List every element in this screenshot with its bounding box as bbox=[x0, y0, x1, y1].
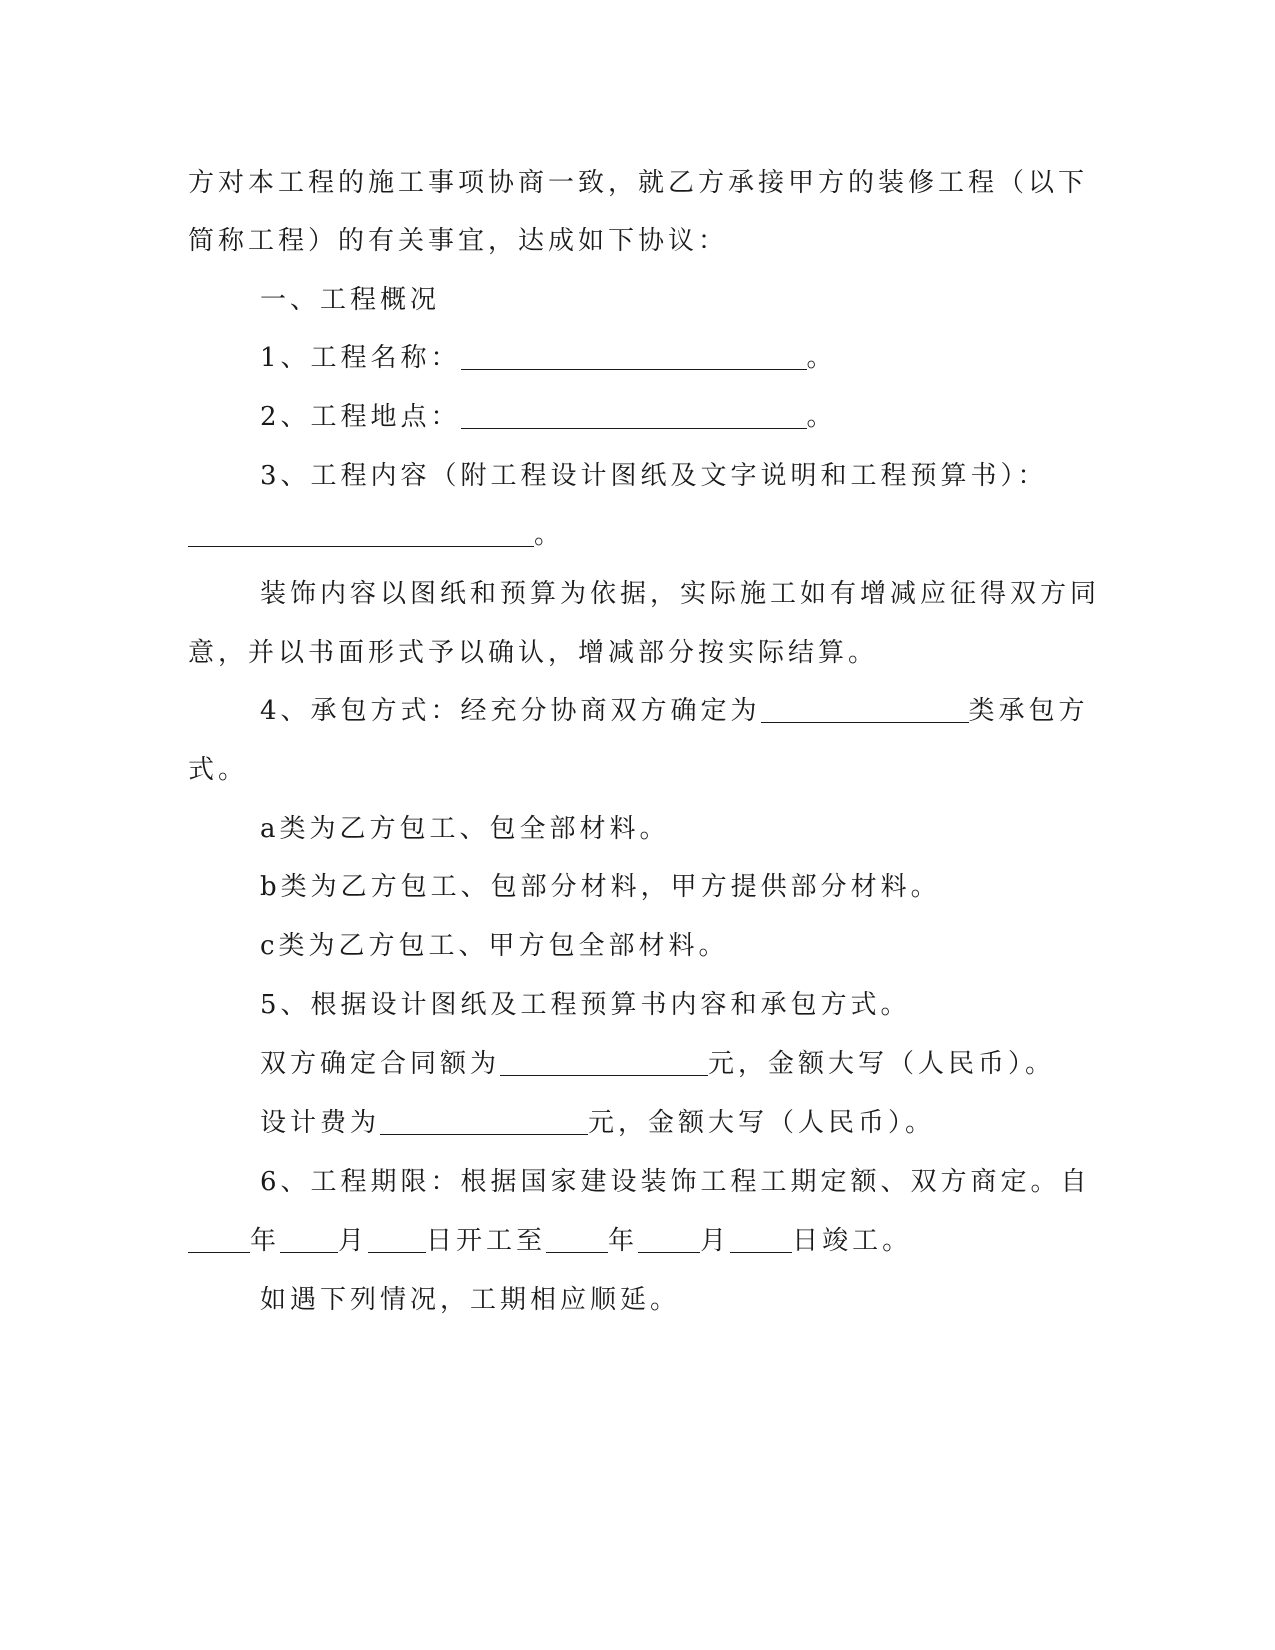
end-year-label: 年 bbox=[608, 1226, 639, 1256]
start-year-label: 年 bbox=[250, 1226, 281, 1256]
section-heading-overview: 一、工程概况 bbox=[260, 285, 441, 315]
field-project-content bbox=[188, 518, 564, 552]
field-design-fee-label: 设计费为 bbox=[260, 1108, 381, 1138]
design-fee-blank[interactable] bbox=[380, 1110, 588, 1135]
contract-amount-blank[interactable] bbox=[500, 1051, 708, 1076]
start-day-blank[interactable] bbox=[368, 1228, 426, 1253]
field-contract-method-label: 4、承包方式：经充分协商双方确定为 bbox=[260, 696, 761, 726]
field-contract-method-cont: 式。 bbox=[188, 755, 249, 785]
end-day-blank[interactable] bbox=[730, 1228, 792, 1253]
start-day-label: 日开工至 bbox=[426, 1226, 547, 1256]
start-month-label: 月 bbox=[338, 1226, 369, 1256]
end-month-blank[interactable] bbox=[638, 1228, 700, 1253]
paragraph-decoration-line-1: 装饰内容以图纸和预算为依据，实际施工如有增减应征得双方同 bbox=[260, 579, 1101, 609]
paragraph-decoration-line-2: 意，并以书面形式予以确认，增减部分按实际结算。 bbox=[188, 638, 879, 668]
start-month-blank[interactable] bbox=[280, 1228, 338, 1253]
field-contract-method bbox=[260, 694, 1089, 728]
field-project-name-end: 。 bbox=[806, 343, 837, 373]
end-year-blank[interactable] bbox=[546, 1228, 608, 1253]
end-day-label: 日竣工。 bbox=[792, 1226, 913, 1256]
field-contract-amount bbox=[260, 1047, 1055, 1081]
field-design-fee-suffix: 元，金额大写（人民币）。 bbox=[588, 1108, 936, 1138]
field-project-name bbox=[260, 341, 837, 375]
start-year-blank[interactable] bbox=[188, 1228, 250, 1253]
project-name-blank[interactable] bbox=[461, 345, 807, 370]
project-content-blank[interactable] bbox=[188, 522, 534, 547]
field-design-fee bbox=[260, 1106, 935, 1140]
field-contract-method-suffix: 类承包方 bbox=[968, 696, 1089, 726]
field-project-content-label: 3、工程内容（附工程设计图纸及文字说明和工程预算书）： bbox=[260, 461, 1048, 491]
project-location-blank[interactable] bbox=[461, 404, 807, 429]
field-project-content-end: 。 bbox=[534, 520, 565, 550]
field-project-name-label: 1、工程名称： bbox=[260, 343, 461, 373]
field-schedule bbox=[188, 1224, 912, 1258]
field-project-location-end: 。 bbox=[806, 402, 837, 432]
item-6: 6、工程期限：根据国家建设装饰工程工期定额、双方商定。自 bbox=[260, 1167, 1091, 1197]
option-a: a类为乙方包工、包全部材料。 bbox=[260, 814, 670, 844]
field-project-location-label: 2、工程地点： bbox=[260, 402, 461, 432]
option-b: b类为乙方包工、包部分材料，甲方提供部分材料。 bbox=[260, 872, 941, 902]
option-c: c类为乙方包工、甲方包全部材料。 bbox=[260, 931, 729, 961]
paragraph-intro-line-2: 简称工程）的有关事宜，达成如下协议： bbox=[188, 226, 729, 256]
field-project-location bbox=[260, 400, 837, 434]
item-5: 5、根据设计图纸及工程预算书内容和承包方式。 bbox=[260, 990, 911, 1020]
end-month-label: 月 bbox=[700, 1226, 731, 1256]
paragraph-delay: 如遇下列情况，工期相应顺延。 bbox=[260, 1285, 681, 1315]
field-contract-amount-label: 双方确定合同额为 bbox=[260, 1049, 501, 1079]
field-contract-amount-suffix: 元，金额大写（人民币）。 bbox=[708, 1049, 1056, 1079]
paragraph-intro-line-1: 方对本工程的施工事项协商一致，就乙方承接甲方的装修工程（以下 bbox=[188, 168, 1089, 198]
contract-method-blank[interactable] bbox=[761, 698, 969, 723]
